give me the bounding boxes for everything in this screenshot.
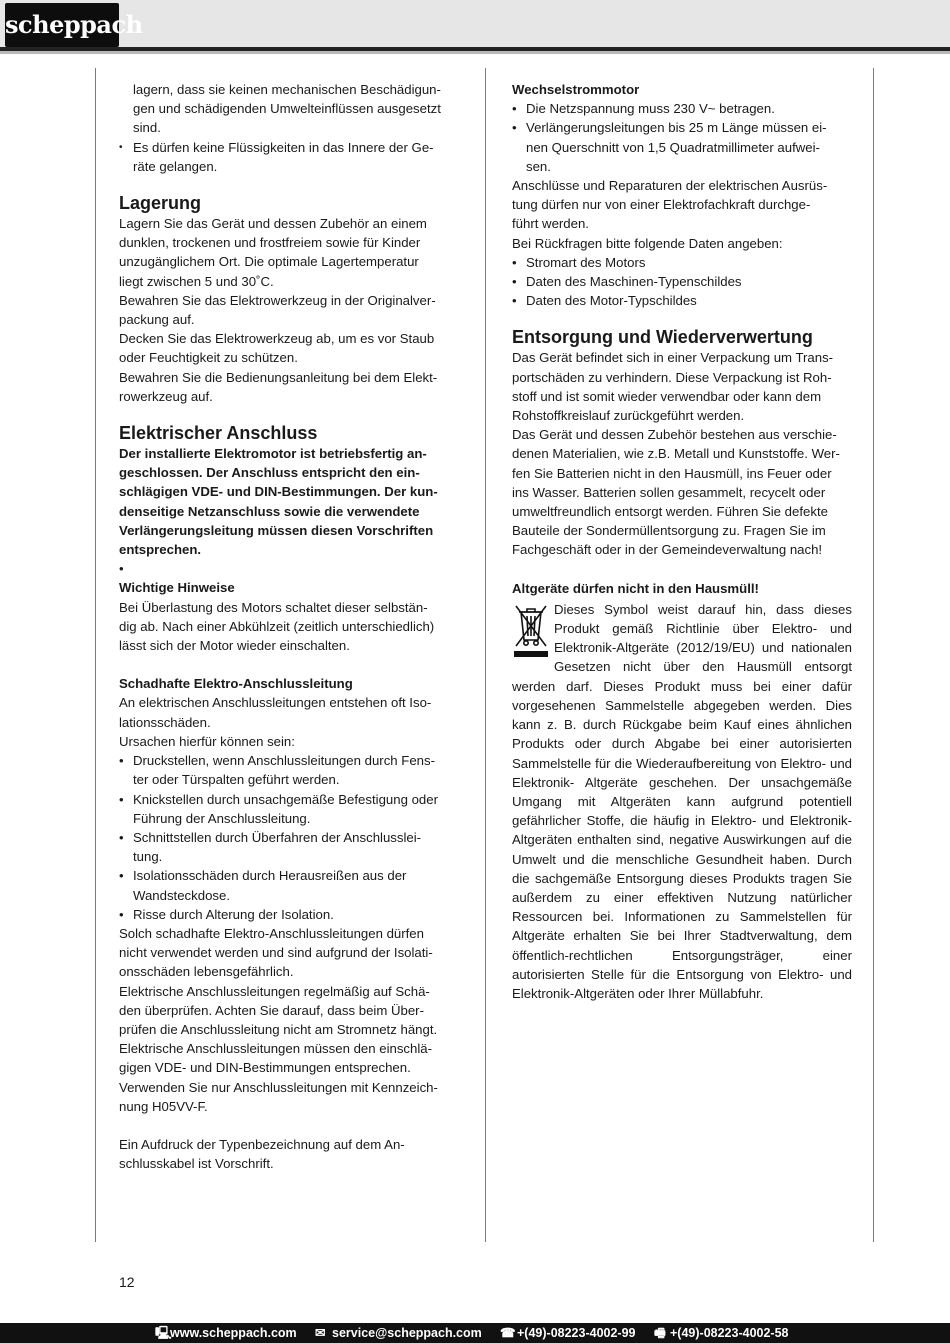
notes-text: Bei Überlastung des Motors schaltet dieser selbstän- dig ab. Nach einer Abkühlzeit (zeitlich unterschiedlich) lässt sich der Motor wieder einschalten. [119,599,435,654]
list-item: • Daten des Maschinen-Typenschildes [512,272,852,291]
damaged-cable-heading: Schadhafte Elektro-Anschlussleitung [119,676,353,692]
intro-continuation: lagern, dass sie keinen mechanischen Beschädigun- gen und schädigenden Umwelteinflüssen ausgesetzt sind. [133,82,441,136]
list-item: • Es dürfen keine Flüssigkeiten in das Innere der Ge- räte gelangen. [119,138,454,176]
list-item: • Stromart des Motors [512,253,852,272]
envelope-icon: ✉ [315,1326,326,1340]
phone-icon: ☎ [500,1326,516,1340]
fax-icon: 🖷 [654,1326,666,1340]
damaged-cable-text: An elektrischen Anschlussleitungen entstehen oft Iso- lationsschäden. Ursachen hierfür können sein: [119,695,432,749]
storage-text: Lagern Sie das Gerät und dessen Zubehör an einem dunklen, trockenen und frostfreiem sowie für Kinder unzugänglichem Ort. Die optimale Lagertemperatur liegt zwischen 5 und 30˚C. Bewahren Sie das Elektrowerkzeug in der Originalver- packung auf. Decken Sie das Elektrowerkzeug ab, um es vor Staub oder Feuchtigkeit zu schützen. Bewahren Sie die Bedienungsanleitung bei dem Elekt- rowerkzeug auf. [119,216,438,404]
list-item: • Knickstellen durch unsachgemäße Befestigung oder Führung der Anschlussleitung. [119,790,454,828]
right-column [512,80,852,1003]
list-item: • Daten des Motor-Typschildes [512,291,852,310]
computer-icon: 🖳 [155,1326,172,1340]
weee-heading: Altgeräte dürfen nicht in den Hausmüll! [512,580,759,596]
notes-heading: Wichtige Hinweise [119,580,235,596]
page-footer [0,1323,950,1343]
disposal-heading: Entsorgung und Wiederverwertung [512,327,813,348]
causes-list [119,751,454,924]
page-header [0,0,950,47]
list-item: • Isolationsschäden durch Herausreißen aus der Wandsteckdose. [119,866,454,904]
list-item: • Verlängerungsleitungen bis 25 m Länge müssen ei- nen Querschnitt von 1,5 Quadratmillimeter aufwei- sen. [512,118,852,176]
storage-heading: Lagerung [119,193,202,214]
disposal-text: Das Gerät befindet sich in einer Verpackung um Trans- portschäden zu verhindern. Diese Verpackung ist Roh- stoff und ist somit wieder verwendbar oder kann dem Rohstoffkreislauf zurückgeführt werden. Das Gerät und dessen Zubehör bestehen aus verschie- denen Materialien, wie z.B. Metall und Kunststoffe. Wer- fen Sie Batterien nicht in den Hausmüll, ins Feuer oder ins Wasser. Batterien sollen gesammelt, recycelt oder umweltfreundlich entsorgt werden. Führen Sie defekte Bauteile der Sondermüllentsorgung zu. Fragen Sie im Fachgeschäft oder in der Gemeindeverwaltung nach! [512,350,840,558]
page-number: 12 [119,1274,135,1290]
phone-number: +(49)-08223-4002-99 [517,1326,636,1340]
fax-number: +(49)-08223-4002-58 [670,1326,789,1340]
bullet-mark: • [119,561,124,577]
brand-logo: scheppach [5,3,119,47]
weee-text-block [512,600,852,1003]
header-shadow [0,51,950,54]
list-item: • Die Netzspannung muss 230 V~ betragen. [512,99,852,118]
ac-motor-text: Anschlüsse und Reparaturen der elektrischen Ausrüs- tung dürfen nur von einer Elektrofachkraft durchge- führt werden. Bei Rückfragen bitte folgende Daten angeben: [512,178,828,251]
list-item: • Risse durch Alterung der Isolation. [119,905,454,924]
list-item: • Druckstellen, wenn Anschlussleitungen durch Fens- ter oder Türspalten geführt werden. [119,751,454,789]
weee-text: Dieses Symbol weist darauf hin, dass dieses Produkt gemäß Richtlinie über Elektro- und Elektronik-Altgeräte (2012/19/EU) und nationalen Gesetzen nicht über den Hausmüll entsorgt werden darf. Dieses Produkt muss bei einer dafür vorgesehenen Sammelstelle abgegeben werden. Dies kann z. B. durch Rückgabe beim Kauf eines ähnlichen Produkts oder durch Abgabe bei einer autorisierten Sammelstelle für die Wiederaufbereitung von Elektro- und Elektronik- Altgeräte geschehen. Der unsachgemäße Umgang mit Altgeräten kann aufgrund potentiell gefährlicher Stoffe, die häufig in Elektro- und Elektronik-Altgeräten enthalten sind, negative Auswirkungen auf die Umwelt und die menschliche Gesundheit haben. Durch die sachgemäße Entsorgung dieses Produkts tragen Sie außerdem zu einer effektiven Nutzung natürlicher Ressourcen bei. Informationen zu Sammelstellen für Altgeräte erhalten Sie bei Ihrer Stadtverwaltung, dem öffentlich-rechtlichen Entsorgungsträger, einer autorisierten Stelle für die Entsorgung von Elektro- und Elektronik-Altgeräten oder Ihrer Müllabfuhr. [512,601,852,1001]
type-label-note: Ein Aufdruck der Typenbezeichnung auf dem An- schlusskabel ist Vorschrift. [119,1136,405,1172]
column-rule-middle [485,68,486,1242]
website-link[interactable]: www.scheppach.com [170,1326,297,1340]
column-rule-left [95,68,96,1242]
email-link[interactable]: service@scheppach.com [332,1326,482,1340]
electric-connection-heading: Elektrischer Anschluss [119,423,318,444]
crossed-bin-icon [512,600,550,658]
ac-motor-heading: Wechselstrommotor [512,82,640,97]
column-rule-right [873,68,874,1242]
electric-connection-text: Der installierte Elektromotor ist betriebsfertig an- geschlossen. Der Anschluss entspricht den ein- schlägigen VDE- und DIN-Bestimmungen. Der kun- denseitige Netzanschluss sowie die verwendete Verlängerungsleitung müssen diesen Vorschriften entsprechen. [119,446,438,558]
left-column [119,80,454,1173]
list-item: • Schnittstellen durch Überfahren der Anschlusslei- tung. [119,828,454,866]
damaged-cable-followup: Solch schadhafte Elektro-Anschlussleitungen dürfen nicht verwendet werden und sind aufgrund der Isolati- onsschäden lebensgefährlich. Elektrische Anschlussleitungen regelmäßig auf Schä- den überprüfen. Achten Sie darauf, dass beim Über- prüfen die Anschlussleitung nicht am Stromnetz hängt. Elektrische Anschlussleitungen müssen den einschlä- gigen VDE- und DIN-Bestimmungen entsprechen. Verwenden Sie nur Anschlussleitungen mit Kennzeich- nung H05VV-F. [119,925,438,1114]
